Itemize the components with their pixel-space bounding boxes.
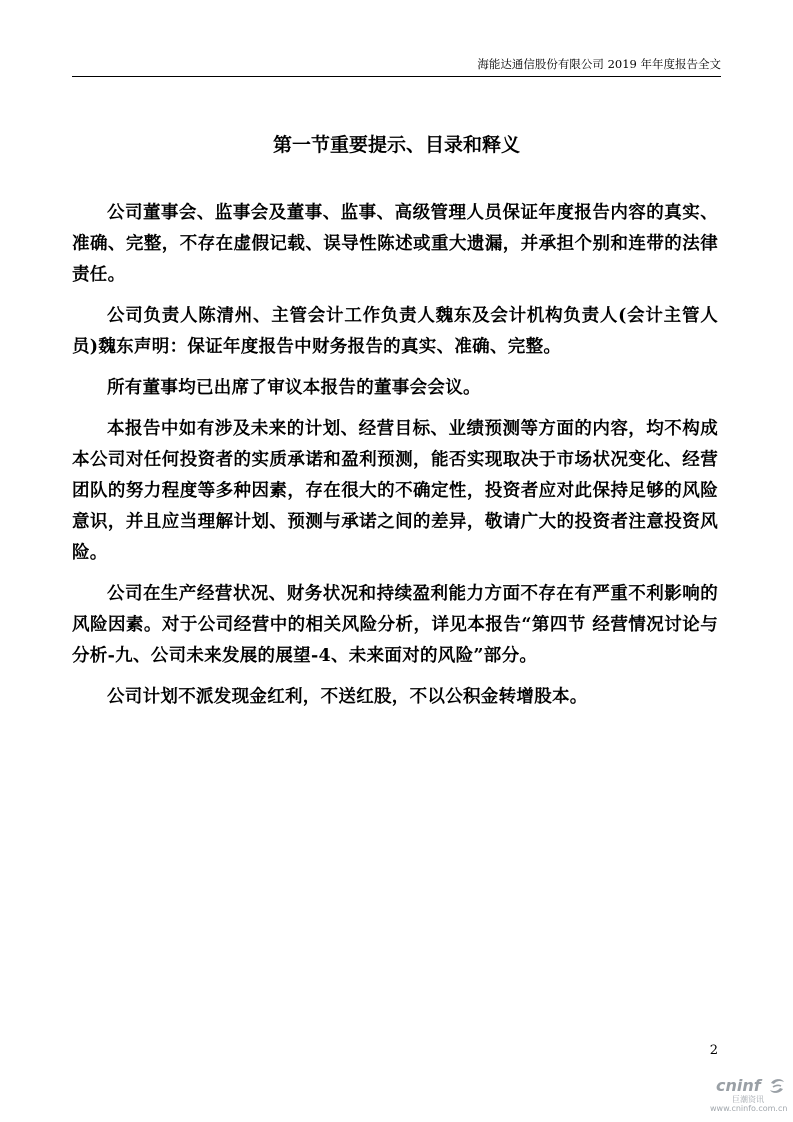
- paragraph-risk-factors: 公司在生产经营状况、财务状况和持续盈利能力方面不存在有严重不利影响的风险因素。对于公司经营中的相关风险分析，详见本报告“第四节 经营情况讨论与分析-九、公司未来发展的展望-4、未来面对的风险”部分。: [72, 584, 718, 666]
- section-title: 第一节重要提示、目录和释义: [272, 134, 520, 156]
- logo-url: www.cninfo.com.cn: [710, 1104, 788, 1113]
- paragraph-responsibility-statement: 公司董事会、监事会及董事、监事、高级管理人员保证年度报告内容的真实、准确、完整，不存在虚假记载、误导性陈述或重大遗漏，并承担个别和连带的法律责任。: [72, 203, 718, 285]
- logo-wordmark: cninf: [716, 1076, 761, 1095]
- page-header: [72, 56, 721, 77]
- paragraph-financial-statement-declaration: 公司负责人陈清州、主管会计工作负责人魏东及会计机构负责人(会计主管人员)魏东声明：保证年度报告中财务报告的真实、准确、完整。: [72, 306, 718, 357]
- page-number: 2: [709, 1043, 718, 1058]
- header-text: 海能达通信股份有限公司 2019 年年度报告全文: [477, 57, 721, 71]
- paragraph-board-attendance: 所有董事均已出席了审议本报告的董事会会议。: [107, 378, 481, 398]
- paragraph-forward-looking-disclaimer: 本报告中如有涉及未来的计划、经营目标、业绩预测等方面的内容，均不构成本公司对任何投资者的实质承诺和盈利预测，能否实现取决于市场状况变化、经营团队的努力程度等多种因素，存在很大的不确定性，投资者应对此保持足够的风险意识，并且应当理解计划、预测与承诺之间的差异，敬请广大的投资者注意投资风险。: [72, 419, 718, 563]
- cninfo-swirl-icon: [768, 1077, 786, 1095]
- document-body: [72, 198, 718, 723]
- cninfo-watermark-logo: [710, 1076, 788, 1117]
- logo-subtitle: 巨潮资讯: [732, 1095, 764, 1104]
- paragraph-dividend-plan: 公司计划不派发现金红利，不送红股，不以公积金转增股本。: [107, 687, 588, 707]
